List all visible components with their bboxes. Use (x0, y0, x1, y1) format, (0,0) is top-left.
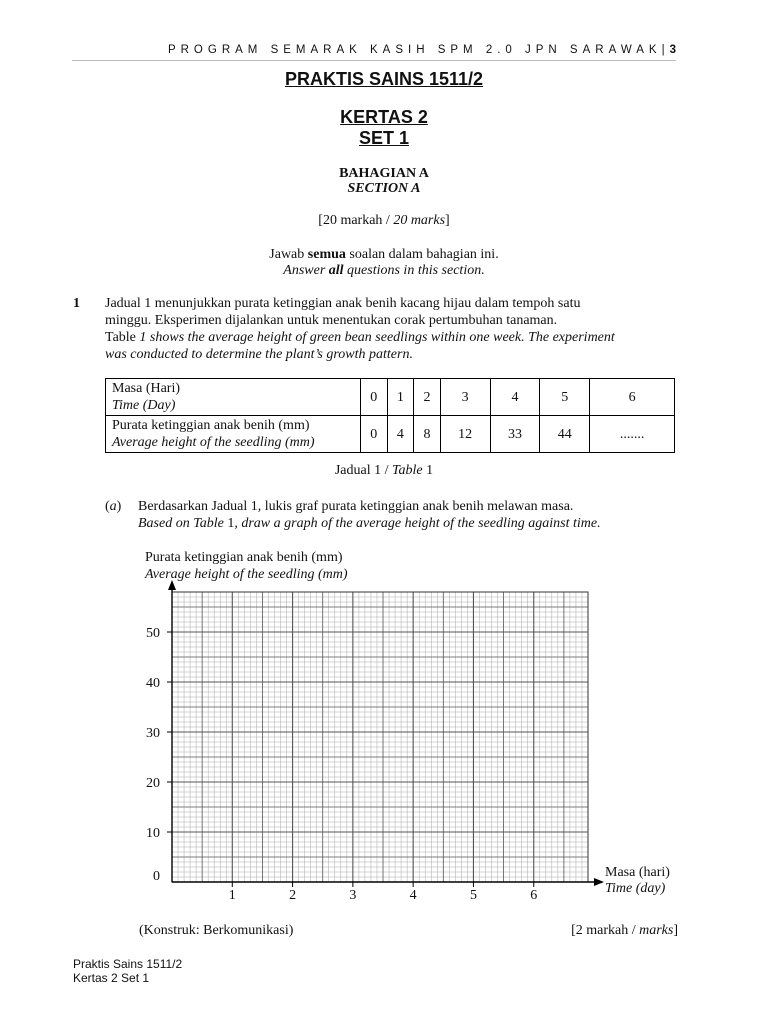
construct-note: (Konstruk: Berkomunikasi) (139, 923, 294, 938)
x-tick-label: 1 (228, 888, 236, 903)
question-stem-en-ref: Table (105, 330, 136, 345)
table-cell: 44 (540, 416, 590, 453)
footer-line2: Kertas 2 Set 1 (73, 971, 150, 985)
x-axis-arrow-icon (594, 878, 604, 886)
x-axis-title-ms: Masa (hari) (605, 865, 670, 880)
x-axis-title-en: Time (day) (605, 881, 666, 896)
question-number: 1 (73, 296, 80, 311)
part-a-en-post: , draw a graph of the average height of the seedling against time. (234, 516, 601, 531)
question-stem-ms-line1: Jadual 1 menunjukkan purata ketinggian anak benih kacang hijau dalam tempoh satu (105, 296, 581, 311)
table-cell-blank[interactable]: ....... (590, 416, 675, 453)
paper-title: PRAKTIS SAINS 1511/2 (284, 69, 484, 89)
running-head-text: PROGRAM SEMARAK KASIH SPM 2.0 JPN SARAWAK (167, 44, 662, 56)
instruction-ms-post: soalan dalam bahagian ini. (345, 247, 499, 262)
footer-line1: Praktis Sains 1511/2 (73, 957, 183, 971)
question-stem-en-line2: was conducted to determine the plant’s growth pattern. (105, 347, 413, 362)
instruction-ms-bold: semua (307, 247, 346, 262)
marks-close: ] (445, 213, 450, 228)
table-cell: 4 (490, 379, 540, 416)
page-number: 3 (669, 44, 676, 56)
mark-alloc-en: marks (639, 923, 674, 938)
table-cell: 3 (440, 379, 490, 416)
question-stem-ms-line2: minggu. Eksperimen dijalankan untuk menentukan corak pertumbuhan tanaman. (105, 313, 558, 328)
y-tick-label: 40 (146, 676, 160, 691)
section-title-ms: BAHAGIAN A (339, 166, 429, 181)
paper-kertas: KERTAS 2 (340, 107, 428, 127)
table-label-ms: Masa (Hari) (112, 381, 181, 396)
paper-set: SET 1 (358, 128, 410, 148)
table-cell: 33 (490, 416, 540, 453)
table-cell: 0 (361, 379, 388, 416)
x-tick-label: 3 (349, 888, 357, 903)
instruction-ms-pre: Jawab (269, 247, 308, 262)
marks-en: 20 marks (393, 213, 446, 228)
part-a-ms: Berdasarkan Jadual 1, lukis graf purata ketinggian anak benih melawan masa. (138, 499, 574, 514)
y-tick-label: 30 (146, 726, 160, 741)
question-stem-en-text: 1 shows the average height of green bean seedlings within one week. The experiment (135, 330, 615, 345)
x-tick-label: 4 (409, 888, 417, 903)
instruction-en-post: questions in this section. (343, 263, 485, 278)
table-label-en: Time (Day) (112, 398, 176, 413)
table-cell: 1 (387, 379, 414, 416)
marks-open: [20 markah / (318, 213, 394, 228)
table-cell: 6 (590, 379, 675, 416)
y-axis-title-en: Average height of the seedling (mm) (145, 567, 348, 582)
table-cell: 0 (361, 416, 388, 453)
table-caption-num: 1 (422, 463, 434, 478)
part-a-label: (a) (105, 499, 122, 514)
y-tick-label: 20 (146, 776, 160, 791)
x-tick-label: 5 (469, 888, 477, 903)
y-tick-label: 0 (153, 869, 160, 884)
table-cell: 8 (414, 416, 441, 453)
y-axis-title-ms: Purata ketinggian anak benih (mm) (145, 550, 343, 565)
x-tick-label: 6 (530, 888, 538, 903)
mark-allocation (571, 922, 678, 939)
table-cell: 5 (540, 379, 590, 416)
x-tick-label: 2 (289, 888, 297, 903)
table-caption-en: Table (392, 463, 423, 478)
instruction-en-pre: Answer (283, 263, 329, 278)
page-separator: | (661, 44, 670, 56)
mark-alloc-post: ] (673, 923, 678, 938)
part-a-en-num: 1 (227, 516, 235, 531)
table-label-en: Average height of the seedling (mm) (112, 435, 315, 450)
section-title-en: SECTION A (347, 181, 421, 196)
table-cell: 12 (440, 416, 490, 453)
table-caption-ms: Jadual 1 / (334, 463, 393, 478)
instruction-en-bold: all (328, 263, 344, 278)
table-cell: 2 (414, 379, 441, 416)
mark-alloc-pre: [2 markah / (571, 923, 640, 938)
table-label-ms: Purata ketinggian anak benih (mm) (112, 418, 310, 433)
part-a-en-pre: Based on Table (138, 516, 228, 531)
footer (73, 957, 182, 985)
y-tick-label: 10 (146, 826, 160, 841)
y-tick-label: 50 (146, 626, 160, 641)
table-cell: 4 (387, 416, 414, 453)
